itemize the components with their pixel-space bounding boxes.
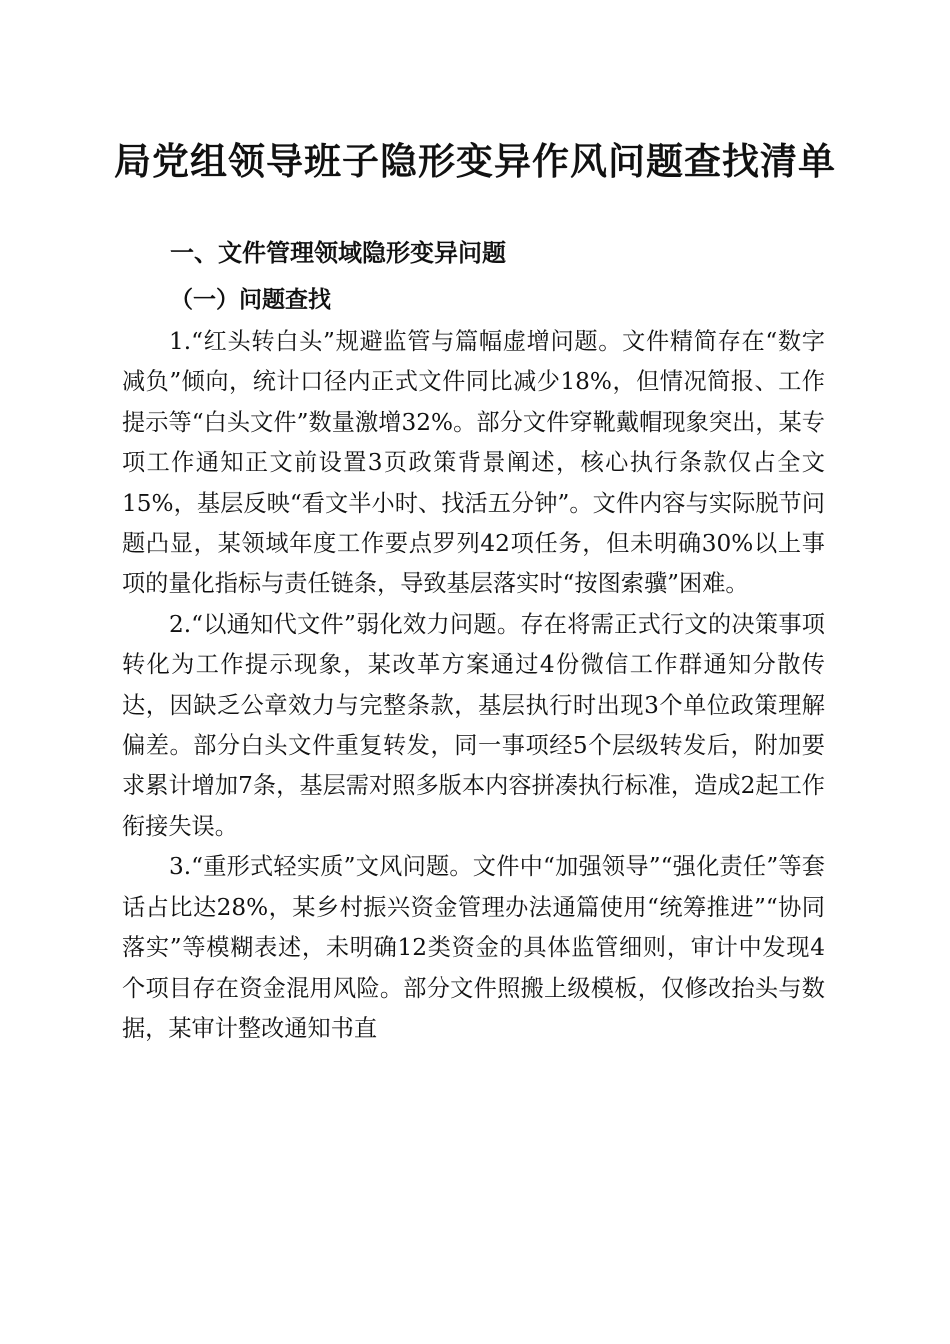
- paragraph-1: 1.“红头转白头”规避监管与篇幅虚增问题。文件精简存在“数字减负”倾向，统计口径内正式文件同比减少18%，但情况简报、工作提示等“白头文件”数量激增32%。部分文件穿靴戴帽现象突出，某专项工作通知正文前设置3页政策背景阐述，核心执行条款仅占全文15%，基层反映“看文半小时、找活五分钟”。文件内容与实际脱节问题凸显，某领域年度工作要点罗列42项任务，但未明确30%以上事项的量化指标与责任链条，导致基层落实时“按图索骥”困难。: [122, 328, 825, 598]
- section-subheading: （一）问题查找: [170, 286, 331, 313]
- paragraph-2: 2.“以通知代文件”弱化效力问题。存在将需正式行文的决策事项转化为工作提示现象，某改革方案通过4份微信工作群通知分散传达，因缺乏公章效力与完整条款，基层执行时出现3个单位政策理解偏差。部分白头文件重复转发，同一事项经5个层级转发后，附加要求累计增加7条，基层需对照多版本内容拼凑执行标准，造成2起工作衔接失误。: [122, 610, 825, 840]
- paragraph-3: 3.“重形式轻实质”文风问题。文件中“加强领导”“强化责任”等套话占比达28%，某乡村振兴资金管理办法通篇使用“统筹推进”“协同落实”等模糊表述，未明确12类资金的具体监管细则，审计中发现4个项目存在资金混用风险。部分文件照搬上级模板，仅修改抬头与数据，某审计整改通知书直: [122, 853, 825, 1042]
- section-heading: 一、文件管理领域隐形变异问题: [170, 239, 506, 267]
- document-title: 局党组领导班子隐形变异作风问题查找清单: [114, 139, 836, 183]
- document-body: [122, 322, 825, 1049]
